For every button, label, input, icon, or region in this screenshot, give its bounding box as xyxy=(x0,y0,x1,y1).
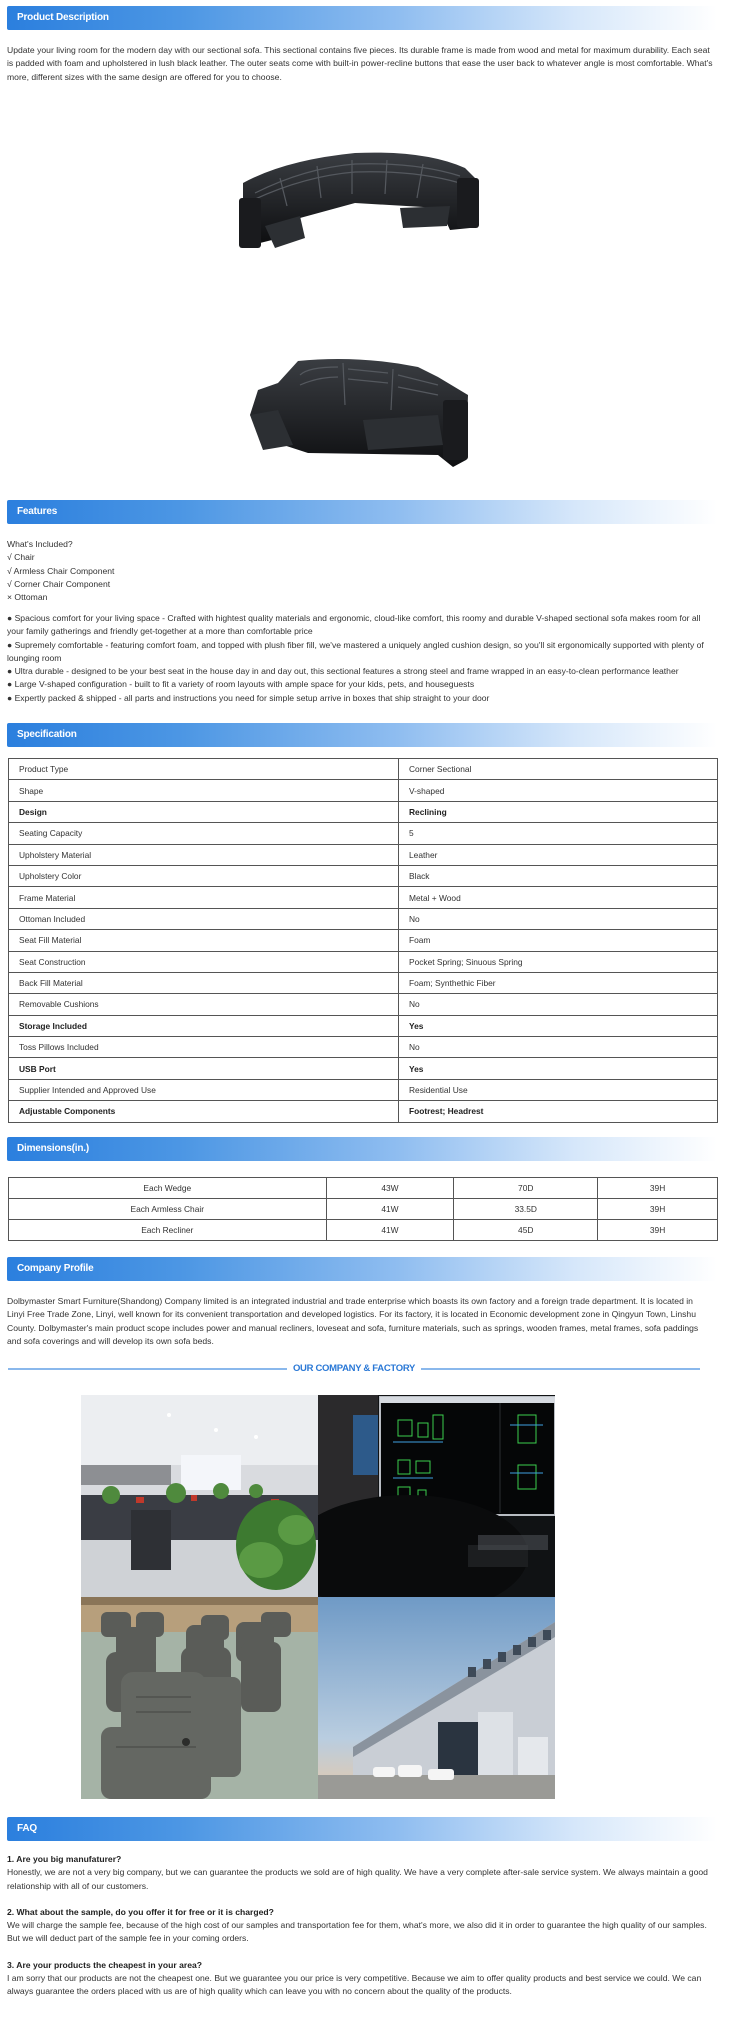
photo-recliner-warehouse xyxy=(81,1597,318,1799)
spec-key: Seat Construction xyxy=(9,951,399,972)
section-header-specification: Specification xyxy=(7,723,717,747)
table-row xyxy=(9,908,718,929)
table-row xyxy=(9,865,718,886)
faq-question: 2. What about the sample, do you offer it for free or it is charged? xyxy=(7,1906,274,1917)
included-heading: What's Included? xyxy=(7,539,73,549)
check-icon: √ xyxy=(7,552,12,563)
table-row xyxy=(9,844,718,865)
spec-key: Seat Fill Material xyxy=(9,930,399,951)
feature-bullet: ● Spacious comfort for your living space - Crafted with hightest quality materials and ergonomic, cloud-like comfort, this roomy and durable V-shaped sectional sofa makes room for all your family gatherings and friendly get-together at a more than comfortable price xyxy=(7,613,701,637)
table-row xyxy=(9,1058,718,1079)
table-row xyxy=(9,930,718,951)
included-item xyxy=(7,578,717,591)
spec-key: Upholstery Color xyxy=(9,865,399,886)
dim-width: 43W xyxy=(326,1178,454,1199)
check-icon: √ xyxy=(7,565,12,576)
table-row xyxy=(9,1199,718,1220)
spec-value: No xyxy=(399,908,718,929)
features-bullets xyxy=(7,612,712,705)
spec-value: Reclining xyxy=(399,801,718,822)
recliners-photo xyxy=(81,1597,318,1799)
dim-width: 41W xyxy=(326,1199,454,1220)
faq-answer: Honestly, we are not a very big company, but we can guarantee the products we sold are of high quality. We have a very complete after-sale service system. We always maintain a good relationship with all of our customers. xyxy=(7,1867,708,1891)
dim-depth: 45D xyxy=(454,1220,598,1241)
spec-key: Upholstery Material xyxy=(9,844,399,865)
sofa-image-three-seat-recliner xyxy=(238,355,488,475)
spec-key: Toss Pillows Included xyxy=(9,1037,399,1058)
spec-value: Foam; Synthethic Fiber xyxy=(399,972,718,993)
spec-key: Frame Material xyxy=(9,887,399,908)
spec-value: V-shaped xyxy=(399,780,718,801)
table-row xyxy=(9,1101,718,1122)
divider-line-right xyxy=(421,1368,700,1370)
spec-key: Storage Included xyxy=(9,1015,399,1036)
spec-key: Seating Capacity xyxy=(9,823,399,844)
factory-photo xyxy=(318,1597,555,1799)
section-header-company-profile: Company Profile xyxy=(7,1257,717,1281)
table-row xyxy=(9,823,718,844)
spec-key: Removable Cushions xyxy=(9,994,399,1015)
included-item xyxy=(7,565,717,578)
spec-value: Footrest; Headrest xyxy=(399,1101,718,1122)
photo-factory-exterior xyxy=(318,1597,555,1799)
photo-office xyxy=(81,1395,318,1597)
spec-value: 5 xyxy=(399,823,718,844)
spec-value: Metal + Wood xyxy=(399,887,718,908)
company-profile-text: Dolbymaster Smart Furniture(Shandong) Company limited is an integrated industrial and trade enterprise which boasts its own factory and a foreign trade department. It is located in Linyi Free Trade Zone, Linyi, well known for its convenient transportation and developed logistics. For its factory, it is located in Economic development zone in Qingyun Town, Linshu County. Dolbymaster's main product scope includes power and manual recliners, loveseat and sofa, furniture materials, such as springs, wooden frames, metal frames, sofa paddings and sofa coverings and will develop its own sofa beds. xyxy=(7,1296,699,1346)
spec-key: Back Fill Material xyxy=(9,972,399,993)
faq-question: 1. Are you big manufaturer? xyxy=(7,1854,122,1864)
faq-answer: We will charge the sample fee, because of the high cost of our samples and transportation fee for them, what's more, we also did it in order to guarantee the high quality of our samples. But we will deduct part of the sample fee in your coming orders. xyxy=(7,1920,707,1944)
table-row xyxy=(9,1178,718,1199)
faq-item xyxy=(7,1906,712,1946)
spec-key: Supplier Intended and Approved Use xyxy=(9,1079,399,1100)
feature-bullet: ● Supremely comfortable - featuring comfort foam, and topped with plush fiber fill, we've mastered a uniquely angled cushion design, so you'll sit ergonomically supported with plenty of lounging room xyxy=(7,639,704,663)
dim-height: 39H xyxy=(598,1199,718,1220)
gallery-title-divider xyxy=(8,1362,700,1376)
dim-height: 39H xyxy=(598,1178,718,1199)
table-row xyxy=(9,1220,718,1241)
dimensions-table xyxy=(8,1177,718,1241)
feature-bullet: ● Expertly packed & shipped - all parts and instructions you need for simple setup arrive in boxes that ship straight to your door xyxy=(7,692,490,703)
spec-key: Ottoman Included xyxy=(9,908,399,929)
dim-name: Each Recliner xyxy=(9,1220,327,1241)
table-row xyxy=(9,1079,718,1100)
spec-key: Adjustable Components xyxy=(9,1101,399,1122)
feature-bullet: ● Ultra durable - designed to be your best seat in the house day in and day out, this sectional features a strong steel and frame wrapped in an easy-to-clean performance leather xyxy=(7,666,679,677)
gallery-title: OUR COMPANY & FACTORY xyxy=(292,1363,416,1374)
dim-height: 39H xyxy=(598,1220,718,1241)
cad-photo xyxy=(318,1395,555,1597)
feature-bullet: ● Large V-shaped configuration - built to fit a variety of room layouts with ample space for your kids, pets, and houseguests xyxy=(7,679,475,690)
faq-item xyxy=(7,1853,712,1893)
specification-table xyxy=(8,758,718,1123)
spec-key: USB Port xyxy=(9,1058,399,1079)
spec-value: Yes xyxy=(399,1058,718,1079)
section-header-dimensions: Dimensions(in.) xyxy=(7,1137,717,1161)
office-photo xyxy=(81,1395,318,1597)
spec-value: No xyxy=(399,1037,718,1058)
dim-depth: 70D xyxy=(454,1178,598,1199)
table-row xyxy=(9,780,718,801)
product-description-text: Update your living room for the modern day with our sectional sofa. This sectional contains five pieces. Its durable frame is made from wood and metal for maximum durability. Each seat is padded with foam and upholstered in lush black leather. The outer seats come with built-in power-recline buttons that ease the user back to whatever angle is most comfortable. What's more, different sizes with the same design are offered for you to choose. xyxy=(7,45,713,82)
dim-name: Each Armless Chair xyxy=(9,1199,327,1220)
section-header-product-description: Product Description xyxy=(7,6,717,30)
table-row xyxy=(9,951,718,972)
included-item-label: Ottoman xyxy=(14,592,48,603)
included-item-label: Corner Chair Component xyxy=(14,578,111,589)
check-icon: √ xyxy=(7,578,12,589)
sofa-image-corner-sectional xyxy=(225,148,495,258)
included-item-label: Chair xyxy=(14,552,35,563)
section-header-features: Features xyxy=(7,500,717,524)
spec-value: Black xyxy=(399,865,718,886)
included-item xyxy=(7,551,717,564)
table-row xyxy=(9,887,718,908)
spec-value: Foam xyxy=(399,930,718,951)
spec-key: Design xyxy=(9,801,399,822)
spec-value: Yes xyxy=(399,1015,718,1036)
table-row xyxy=(9,759,718,780)
included-item-label: Armless Chair Component xyxy=(13,565,115,576)
dim-name: Each Wedge xyxy=(9,1178,327,1199)
company-photo-grid xyxy=(81,1395,555,1799)
table-row xyxy=(9,1015,718,1036)
dim-width: 41W xyxy=(326,1220,454,1241)
spec-key: Shape xyxy=(9,780,399,801)
spec-key: Product Type xyxy=(9,759,399,780)
table-row xyxy=(9,1037,718,1058)
table-row xyxy=(9,972,718,993)
photo-cad-design xyxy=(318,1395,555,1597)
table-row xyxy=(9,994,718,1015)
spec-value: Pocket Spring; Sinuous Spring xyxy=(399,951,718,972)
faq-answer: I am sorry that our products are not the cheapest one. But we guarantee you our price is very competitive. Because we aim to offer quality products and best service we could. We can always guarantee the orders placed with us are of high quality which can leave you with no concern about the quality of the products. xyxy=(7,1973,702,1997)
faq-list xyxy=(7,1853,712,1999)
excluded-item xyxy=(7,591,717,604)
spec-value: Corner Sectional xyxy=(399,759,718,780)
table-row xyxy=(9,801,718,822)
divider-line-left xyxy=(8,1368,287,1370)
faq-question: 3. Are your products the cheapest in your area? xyxy=(7,1959,203,1970)
spec-value: Residential Use xyxy=(399,1079,718,1100)
faq-item xyxy=(7,1959,712,1999)
section-header-faq: FAQ xyxy=(7,1817,717,1841)
features-included-list xyxy=(7,538,717,604)
spec-value: Leather xyxy=(399,844,718,865)
dim-depth: 33.5D xyxy=(454,1199,598,1220)
cross-icon: × xyxy=(7,592,13,603)
spec-value: No xyxy=(399,994,718,1015)
